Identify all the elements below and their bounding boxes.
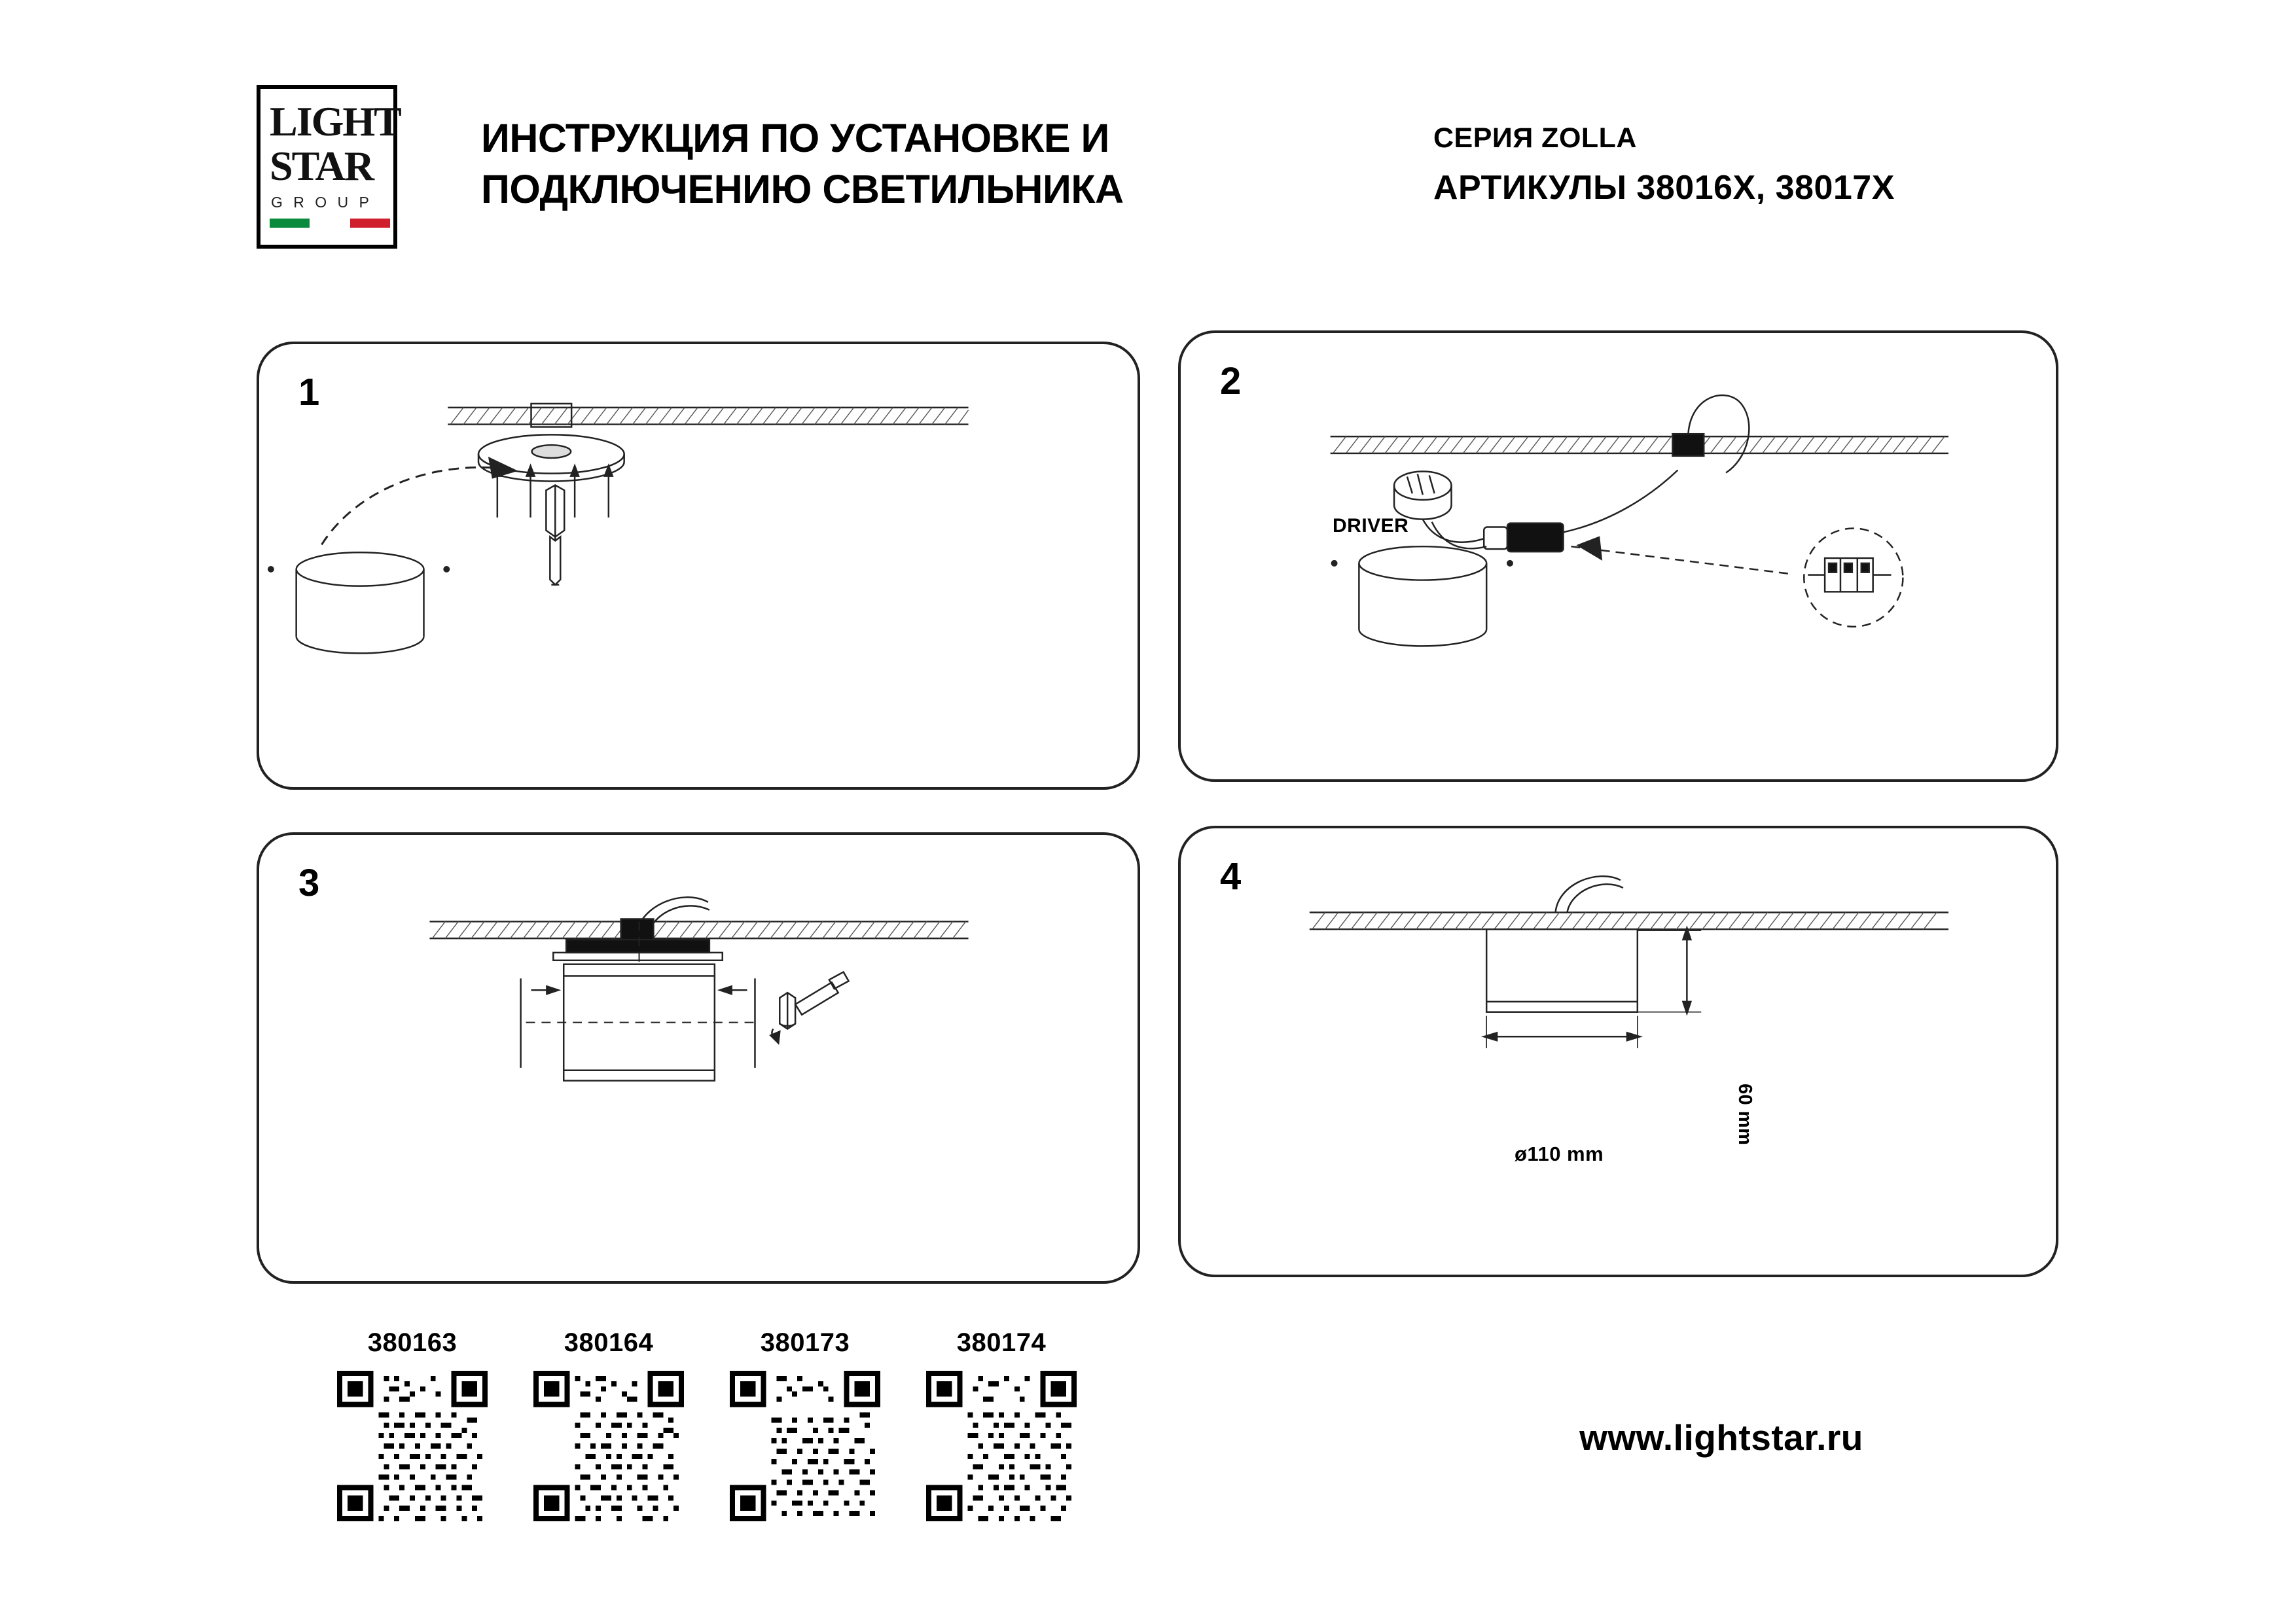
page-title-line2: ПОДКЛЮЧЕНИЮ СВЕТИЛЬНИКА bbox=[481, 167, 1124, 212]
italian-flag-icon bbox=[270, 219, 390, 228]
page-title bbox=[481, 113, 1384, 215]
qr-code-image bbox=[337, 1371, 488, 1521]
qr-code-label: 380174 bbox=[956, 1328, 1047, 1357]
step-number-1: 1 bbox=[298, 371, 320, 414]
articles-label: АРТИКУЛЫ 38016X, 38017X bbox=[1433, 168, 1895, 207]
series-label: СЕРИЯ ZOLLA bbox=[1433, 122, 1637, 154]
driver-label: DRIVER bbox=[1333, 515, 1409, 537]
step-3-diagram bbox=[259, 835, 1138, 1281]
qr-code-label: 380173 bbox=[760, 1328, 850, 1357]
logo-text-light: LIGHT bbox=[270, 98, 401, 145]
qr-code-image bbox=[533, 1371, 684, 1521]
qr-item[interactable] bbox=[524, 1328, 694, 1521]
qr-code-label: 380163 bbox=[367, 1328, 457, 1357]
step-panel-2 bbox=[1178, 330, 2058, 782]
step-number-2: 2 bbox=[1220, 360, 1242, 402]
logo-text-star: STAR bbox=[270, 143, 373, 189]
qr-code-image bbox=[926, 1371, 1077, 1521]
step-4-diagram bbox=[1181, 828, 2056, 1275]
height-dimension-label: 60 mm bbox=[1734, 1084, 1755, 1146]
footer bbox=[0, 1302, 2296, 1624]
series-block bbox=[1433, 121, 2088, 209]
step-panel-3 bbox=[257, 832, 1140, 1284]
step-1-diagram bbox=[259, 344, 1138, 787]
step-panel-4 bbox=[1178, 826, 2058, 1277]
header bbox=[0, 0, 2296, 281]
qr-item[interactable] bbox=[916, 1328, 1086, 1521]
qr-code-image bbox=[730, 1371, 880, 1521]
step-panel-1 bbox=[257, 342, 1140, 790]
step-2-diagram bbox=[1181, 333, 2056, 779]
logo-text-group: G R O U P bbox=[271, 194, 372, 211]
qr-item[interactable] bbox=[720, 1328, 890, 1521]
step-number-4: 4 bbox=[1220, 855, 1242, 898]
page-title-line1: ИНСТРУКЦИЯ ПО УСТАНОВКЕ И bbox=[481, 116, 1109, 160]
qr-code-label: 380164 bbox=[564, 1328, 654, 1357]
website-url[interactable]: www.lightstar.ru bbox=[1579, 1417, 1863, 1458]
diameter-dimension-label: ø110 mm bbox=[1515, 1142, 1604, 1165]
qr-item[interactable] bbox=[327, 1328, 497, 1521]
step-number-3: 3 bbox=[298, 862, 320, 904]
brand-logo bbox=[257, 85, 401, 249]
